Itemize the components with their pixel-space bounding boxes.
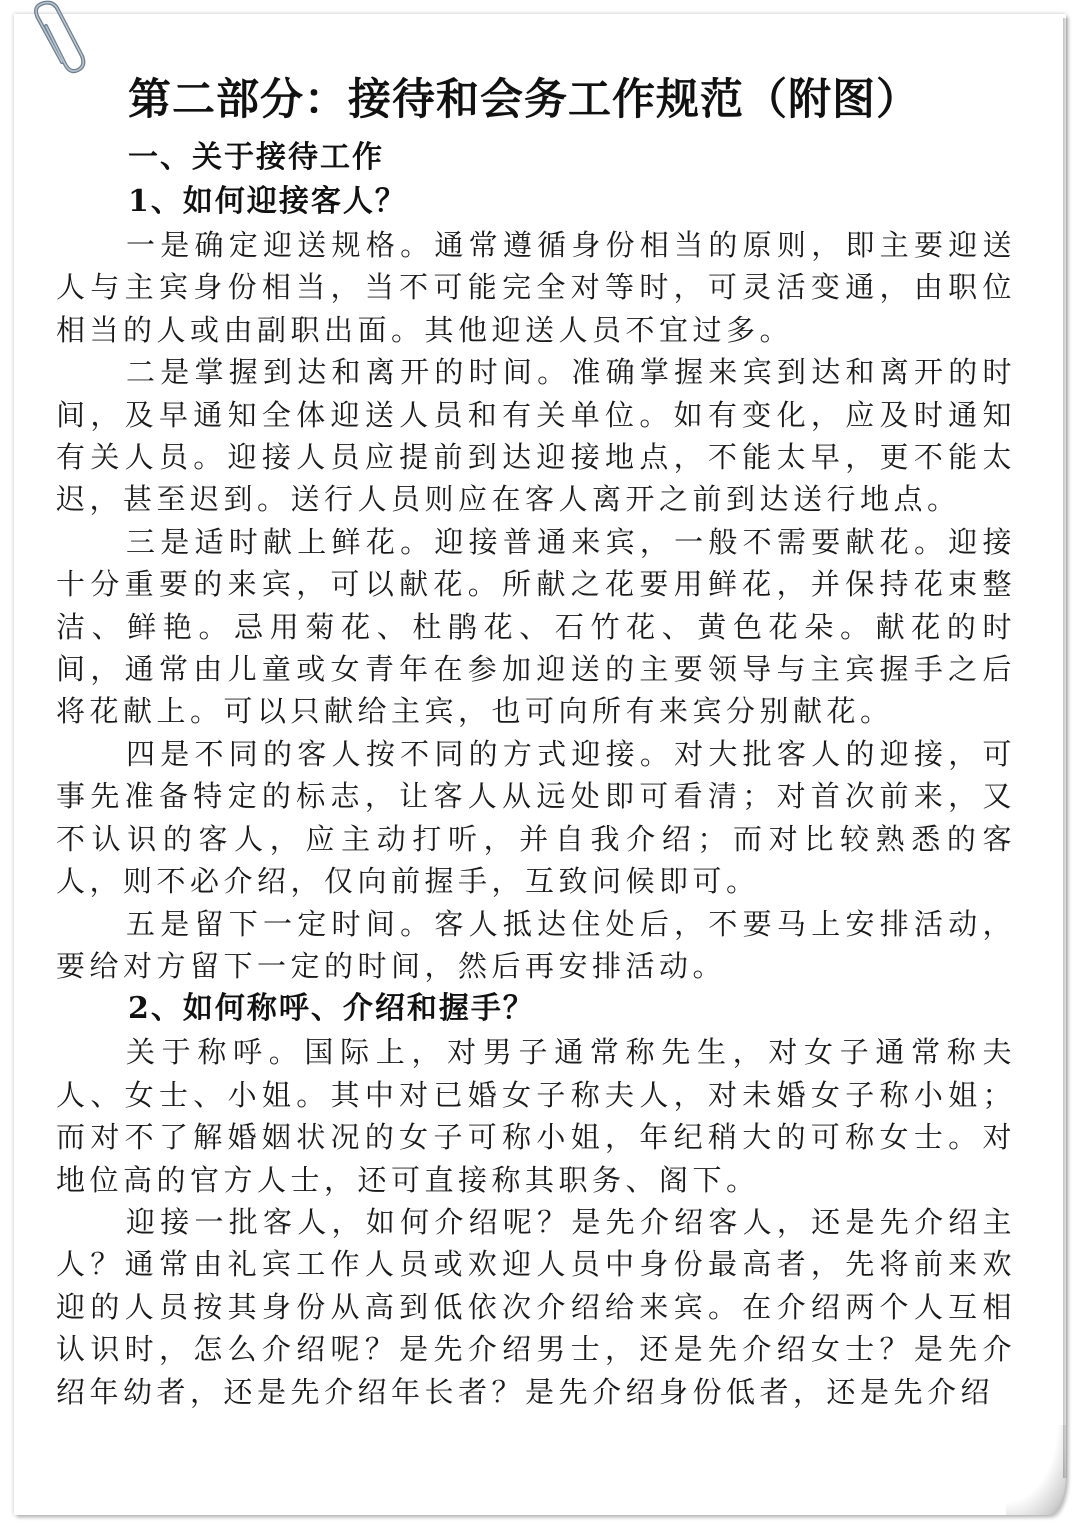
paragraph-leave-time: 五是留下一定时间。客人抵达住处后，不要马上安排活动，要给对方留下一定的时间，然后再安排活动。 (56, 906, 1016, 983)
document-content (56, 60, 1016, 1413)
subsection-heading-address-introduce-handshake: 2、如何称呼、介绍和握手？ (128, 991, 535, 1027)
paragraph-forms-of-address: 关于称呼。国际上，对男子通常称先生，对女子通常称夫人、女士、小姐。其中对已婚女子称夫人，对未婚女子称小姐；而对不了解婚姻状况的女子可称小姐，年纪稍大的可称女士。对地位高的官方人士，还可直接称其职务、阁下。 (56, 1035, 1016, 1197)
paragraph-reception-level: 一是确定迎送规格。通常遵循身份相当的原则，即主要迎送人与主宾身份相当，当不可能完全对等时，可灵活变通，由职位相当的人或由副职出面。其他迎送人员不宜过多。 (56, 228, 1016, 347)
subsection-heading-greeting-guests: 1、如何迎接客人？ (128, 184, 407, 219)
page-title: 第二部分：接待和会务工作规范（附图） (128, 75, 920, 125)
page-curl-shadow (1006, 1425, 1066, 1515)
paragraph-greeting-methods: 四是不同的客人按不同的方式迎接。对大批客人的迎接，可事先准备特定的标志，让客人从远处即可看清；对首次前来，又不认识的客人，应主动打听，并自我介绍；而对比较熟悉的客人，则不必介绍，仅向前握手，互致问候即可。 (56, 736, 1016, 899)
paragraph-arrival-departure-time: 二是掌握到达和离开的时间。准确掌握来宾到达和离开的时间，及早通知全体迎送人员和有关单位。如有变化，应及时通知有关人员。迎接人员应提前到达迎接地点，不能太早，更不能太迟，甚至迟到。送行人员则应在客人离开之前到达送行地点。 (56, 355, 1016, 517)
paperclip-icon (24, 0, 94, 80)
section-heading-reception: 一、关于接待工作 (128, 140, 384, 175)
paragraph-introductions: 迎接一批客人，如何介绍呢？是先介绍客人，还是先介绍主人？通常由礼宾工作人员或欢迎人员中身份最高者，先将前来欢迎的人员按其身份从高到低依次介绍给来宾。在介绍两个人互相认识时，怎么介绍呢？是先介绍男士，还是先介绍女士？是先介绍年幼者，还是先介绍年长者？是先介绍身份低者，还是先介绍 (56, 1204, 1016, 1409)
paragraph-presenting-flowers: 三是适时献上鲜花。迎接普通来宾，一般不需要献花。迎接十分重要的来宾，可以献花。所献之花要用鲜花，并保持花束整洁、鲜艳。忌用菊花、杜鹃花、石竹花、黄色花朵。献花的时间，通常由儿童或女青年在参加迎送的主要领导与主宾握手之后将花献上。可以只献给主宾，也可向所有来宾分别献花。 (56, 524, 1016, 729)
